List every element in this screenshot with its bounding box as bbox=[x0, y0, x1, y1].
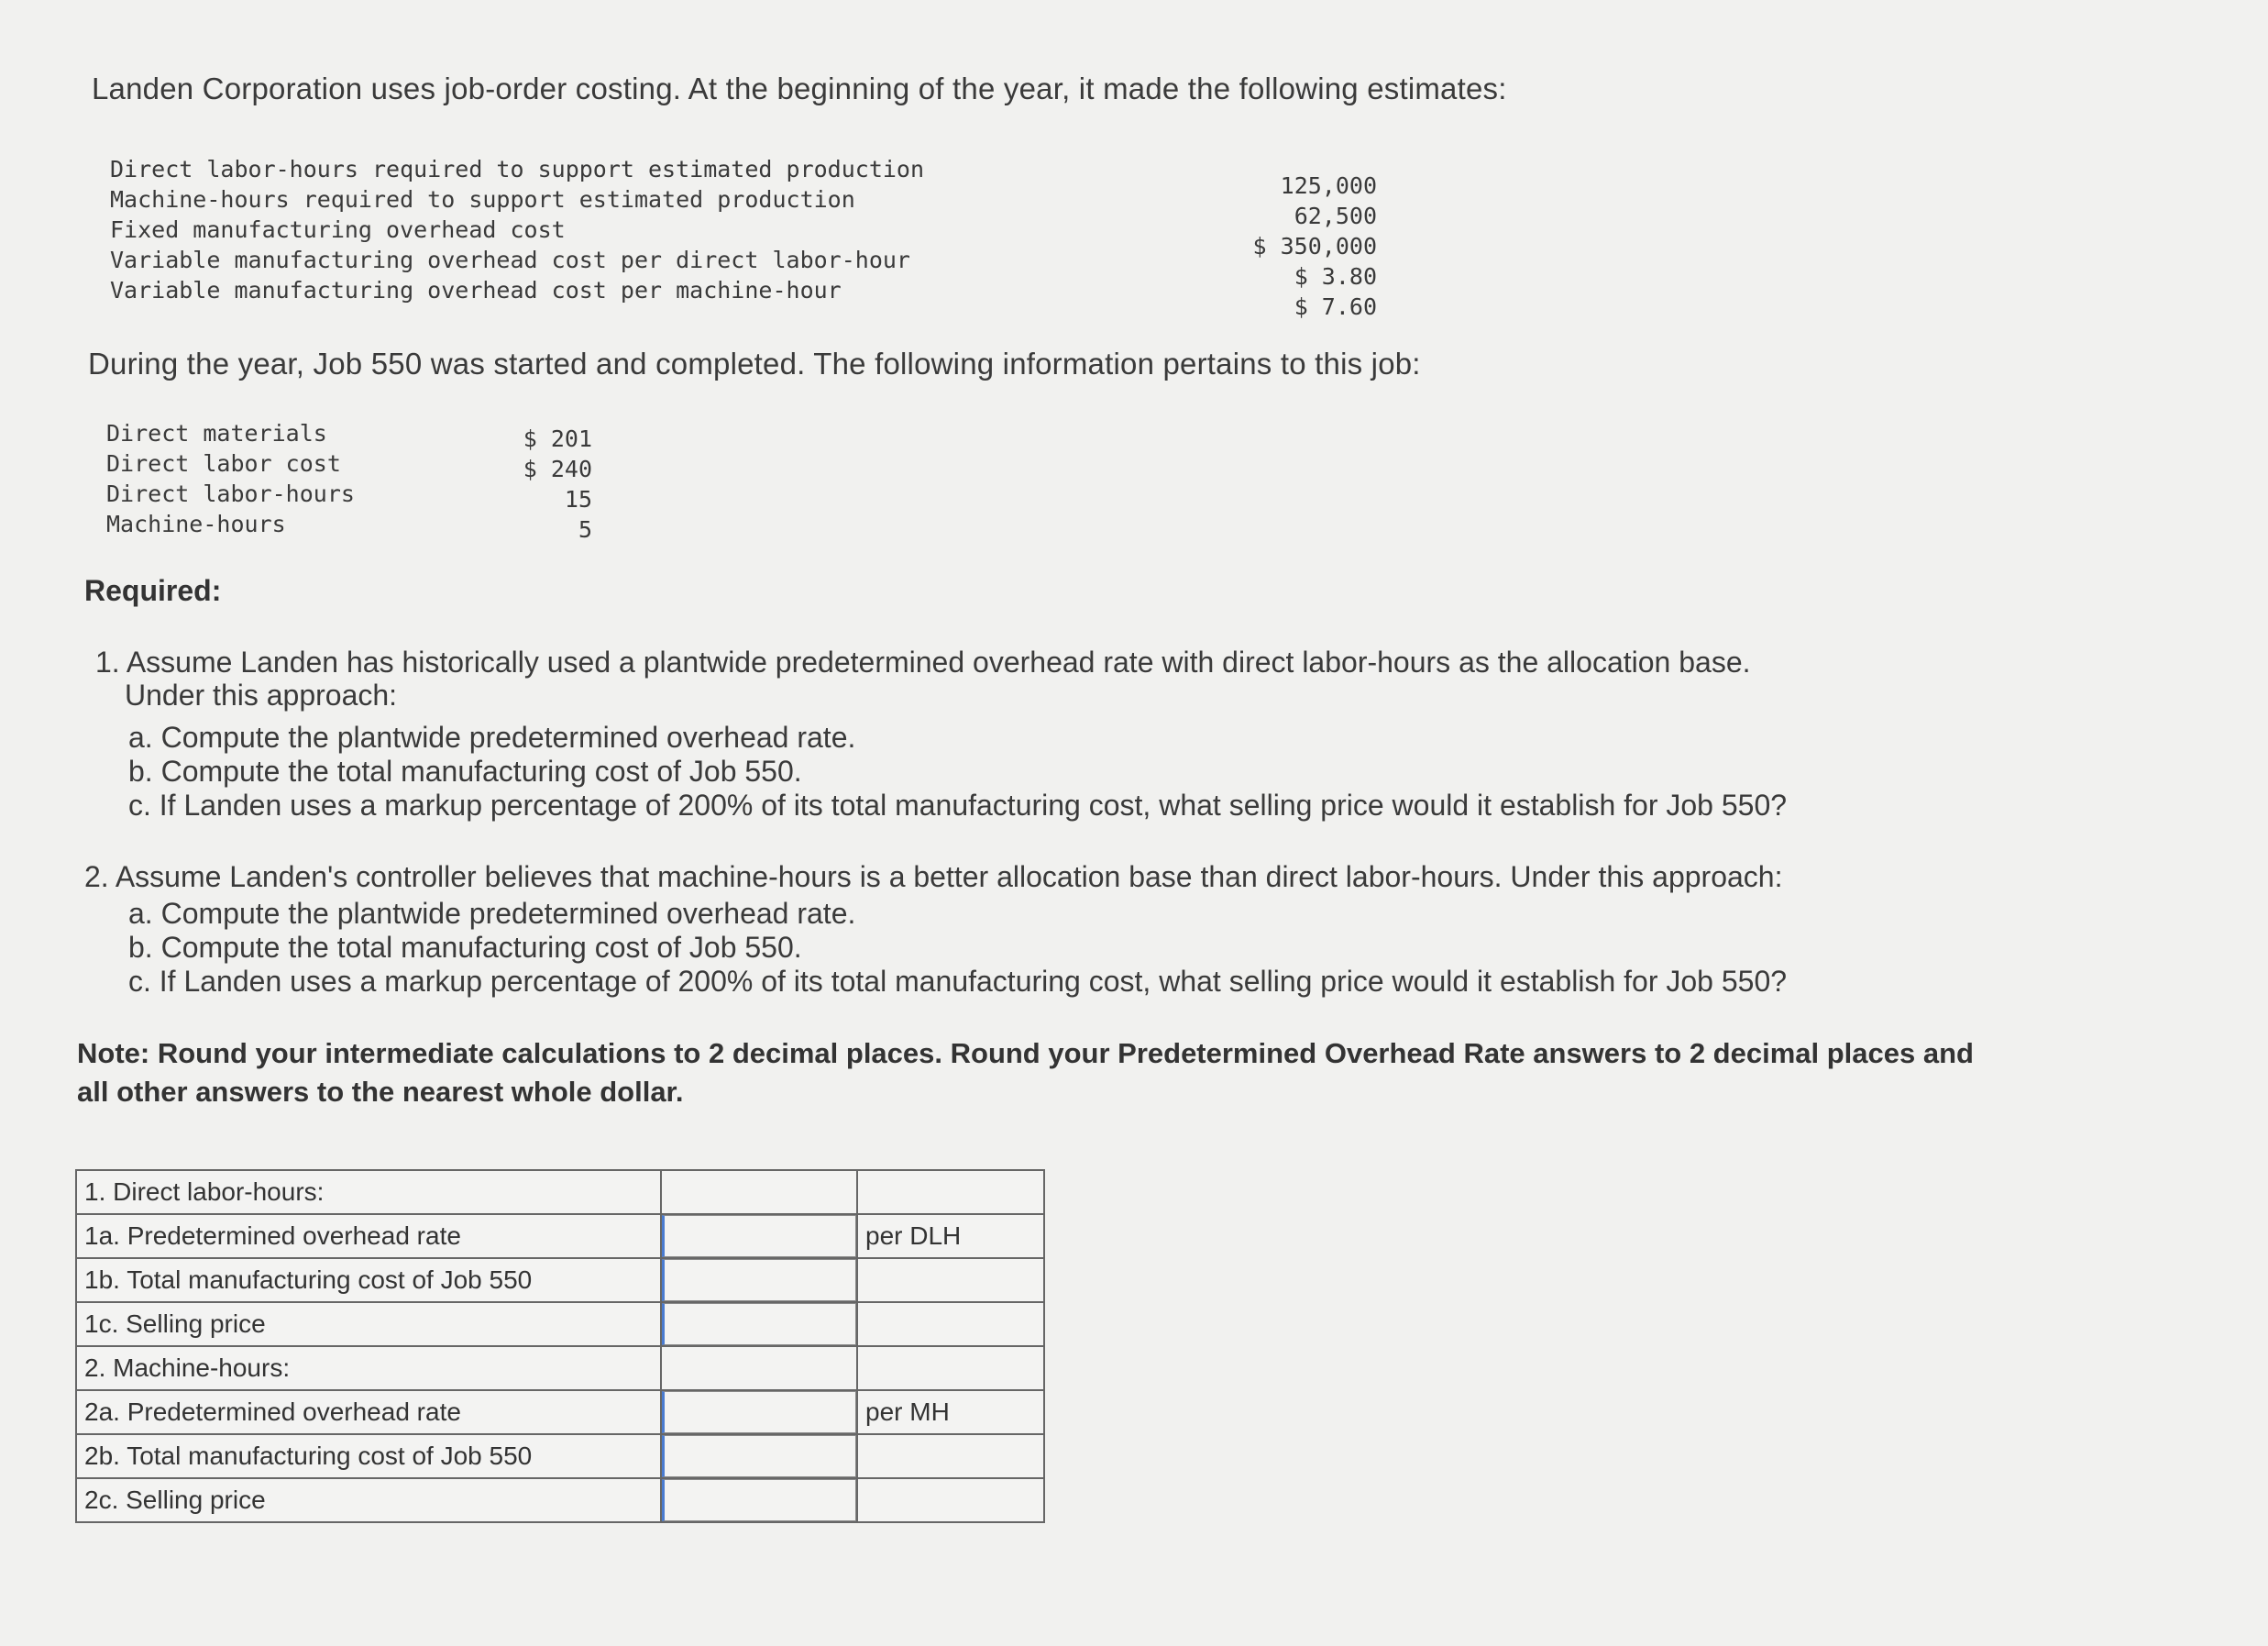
job-value: 5 bbox=[578, 516, 592, 543]
empty-cell bbox=[661, 1346, 857, 1390]
rounding-note: Note: Round your intermediate calculations to 2 decimal places. Round your Predetermined Overhead Rate answers to 2 decimal places and all other answers to the nearest whole dollar. bbox=[77, 1037, 1974, 1108]
intro-text: Landen Corporation uses job-order costing. At the beginning of the year, it made the following estimates: bbox=[92, 72, 1507, 105]
question-2a: a. Compute the plantwide predetermined overhead rate. bbox=[128, 897, 856, 930]
selling-price-mh-input[interactable] bbox=[662, 1479, 856, 1521]
empty-cell bbox=[857, 1434, 1044, 1478]
question-2c: c. If Landen uses a markup percentage of 200% of its total manufacturing cost, what selling price would it establish for Job 550? bbox=[128, 965, 1788, 998]
empty-cell bbox=[857, 1170, 1044, 1214]
total-cost-mh-input[interactable] bbox=[662, 1435, 856, 1477]
job-intro-text: During the year, Job 550 was started and completed. The following information pertains to this job: bbox=[88, 347, 1421, 381]
question-1b: b. Compute the total manufacturing cost of Job 550. bbox=[128, 755, 802, 788]
estimate-value: $ 350,000 bbox=[1252, 233, 1377, 260]
estimate-label: Fixed manufacturing overhead cost bbox=[110, 216, 566, 243]
estimate-label: Variable manufacturing overhead cost per machine-hour bbox=[110, 277, 842, 304]
row-label: 2a. Predetermined overhead rate bbox=[76, 1390, 661, 1434]
estimate-label: Direct labor-hours required to support estimated production bbox=[110, 156, 925, 182]
empty-cell bbox=[857, 1258, 1044, 1302]
table-row bbox=[76, 1390, 1044, 1434]
job-label: Direct labor-hours bbox=[106, 481, 355, 507]
question-1: 1. Assume Landen has historically used a plantwide predetermined overhead rate with direct labor-hours as the allocation base. bbox=[95, 646, 1751, 679]
estimate-value: 125,000 bbox=[1280, 172, 1377, 199]
empty-cell bbox=[661, 1170, 857, 1214]
job-value: $ 201 bbox=[523, 425, 592, 452]
empty-cell bbox=[857, 1478, 1044, 1522]
question-2b: b. Compute the total manufacturing cost of Job 550. bbox=[128, 931, 802, 964]
job-value: $ 240 bbox=[523, 456, 592, 482]
total-cost-dlh-input[interactable] bbox=[662, 1259, 856, 1301]
empty-cell bbox=[857, 1346, 1044, 1390]
answer-table bbox=[75, 1169, 1045, 1523]
job-label: Machine-hours bbox=[106, 511, 286, 537]
row-label: 2. Machine-hours: bbox=[76, 1346, 661, 1390]
row-label: 2c. Selling price bbox=[76, 1478, 661, 1522]
question-1-approach: Under this approach: bbox=[125, 679, 398, 712]
table-row bbox=[76, 1170, 1044, 1214]
table-row bbox=[76, 1434, 1044, 1478]
question-1c: c. If Landen uses a markup percentage of 200% of its total manufacturing cost, what selling price would it establish for Job 550? bbox=[128, 789, 1788, 822]
table-row bbox=[76, 1302, 1044, 1346]
table-row bbox=[76, 1214, 1044, 1258]
unit-label: per MH bbox=[857, 1390, 1044, 1434]
job-label: Direct labor cost bbox=[106, 450, 341, 477]
required-heading: Required: bbox=[84, 574, 222, 607]
empty-cell bbox=[857, 1302, 1044, 1346]
answer-cell bbox=[661, 1258, 857, 1302]
answer-cell bbox=[661, 1302, 857, 1346]
predetermined-rate-dlh-input[interactable] bbox=[662, 1215, 856, 1257]
estimate-value: $ 7.60 bbox=[1294, 293, 1377, 320]
table-row bbox=[76, 1258, 1044, 1302]
answer-cell bbox=[661, 1390, 857, 1434]
predetermined-rate-mh-input[interactable] bbox=[662, 1391, 856, 1433]
row-label: 1. Direct labor-hours: bbox=[76, 1170, 661, 1214]
question-2: 2. Assume Landen's controller believes that machine-hours is a better allocation base than direct labor-hours. Under this approach: bbox=[84, 860, 1783, 893]
estimate-value: $ 3.80 bbox=[1294, 263, 1377, 290]
estimate-value: 62,500 bbox=[1294, 203, 1377, 229]
answer-cell bbox=[661, 1214, 857, 1258]
job-label: Direct materials bbox=[106, 420, 327, 447]
row-label: 1b. Total manufacturing cost of Job 550 bbox=[76, 1258, 661, 1302]
unit-label: per DLH bbox=[857, 1214, 1044, 1258]
row-label: 1a. Predetermined overhead rate bbox=[76, 1214, 661, 1258]
question-1a: a. Compute the plantwide predetermined overhead rate. bbox=[128, 721, 856, 754]
selling-price-dlh-input[interactable] bbox=[662, 1303, 856, 1345]
table-row bbox=[76, 1478, 1044, 1522]
row-label: 2b. Total manufacturing cost of Job 550 bbox=[76, 1434, 661, 1478]
job-value: 15 bbox=[564, 486, 592, 513]
answer-cell bbox=[661, 1434, 857, 1478]
table-row bbox=[76, 1346, 1044, 1390]
row-label: 1c. Selling price bbox=[76, 1302, 661, 1346]
estimate-label: Machine-hours required to support estimated production bbox=[110, 186, 855, 213]
estimate-label: Variable manufacturing overhead cost per direct labor-hour bbox=[110, 247, 910, 273]
answer-cell bbox=[661, 1478, 857, 1522]
